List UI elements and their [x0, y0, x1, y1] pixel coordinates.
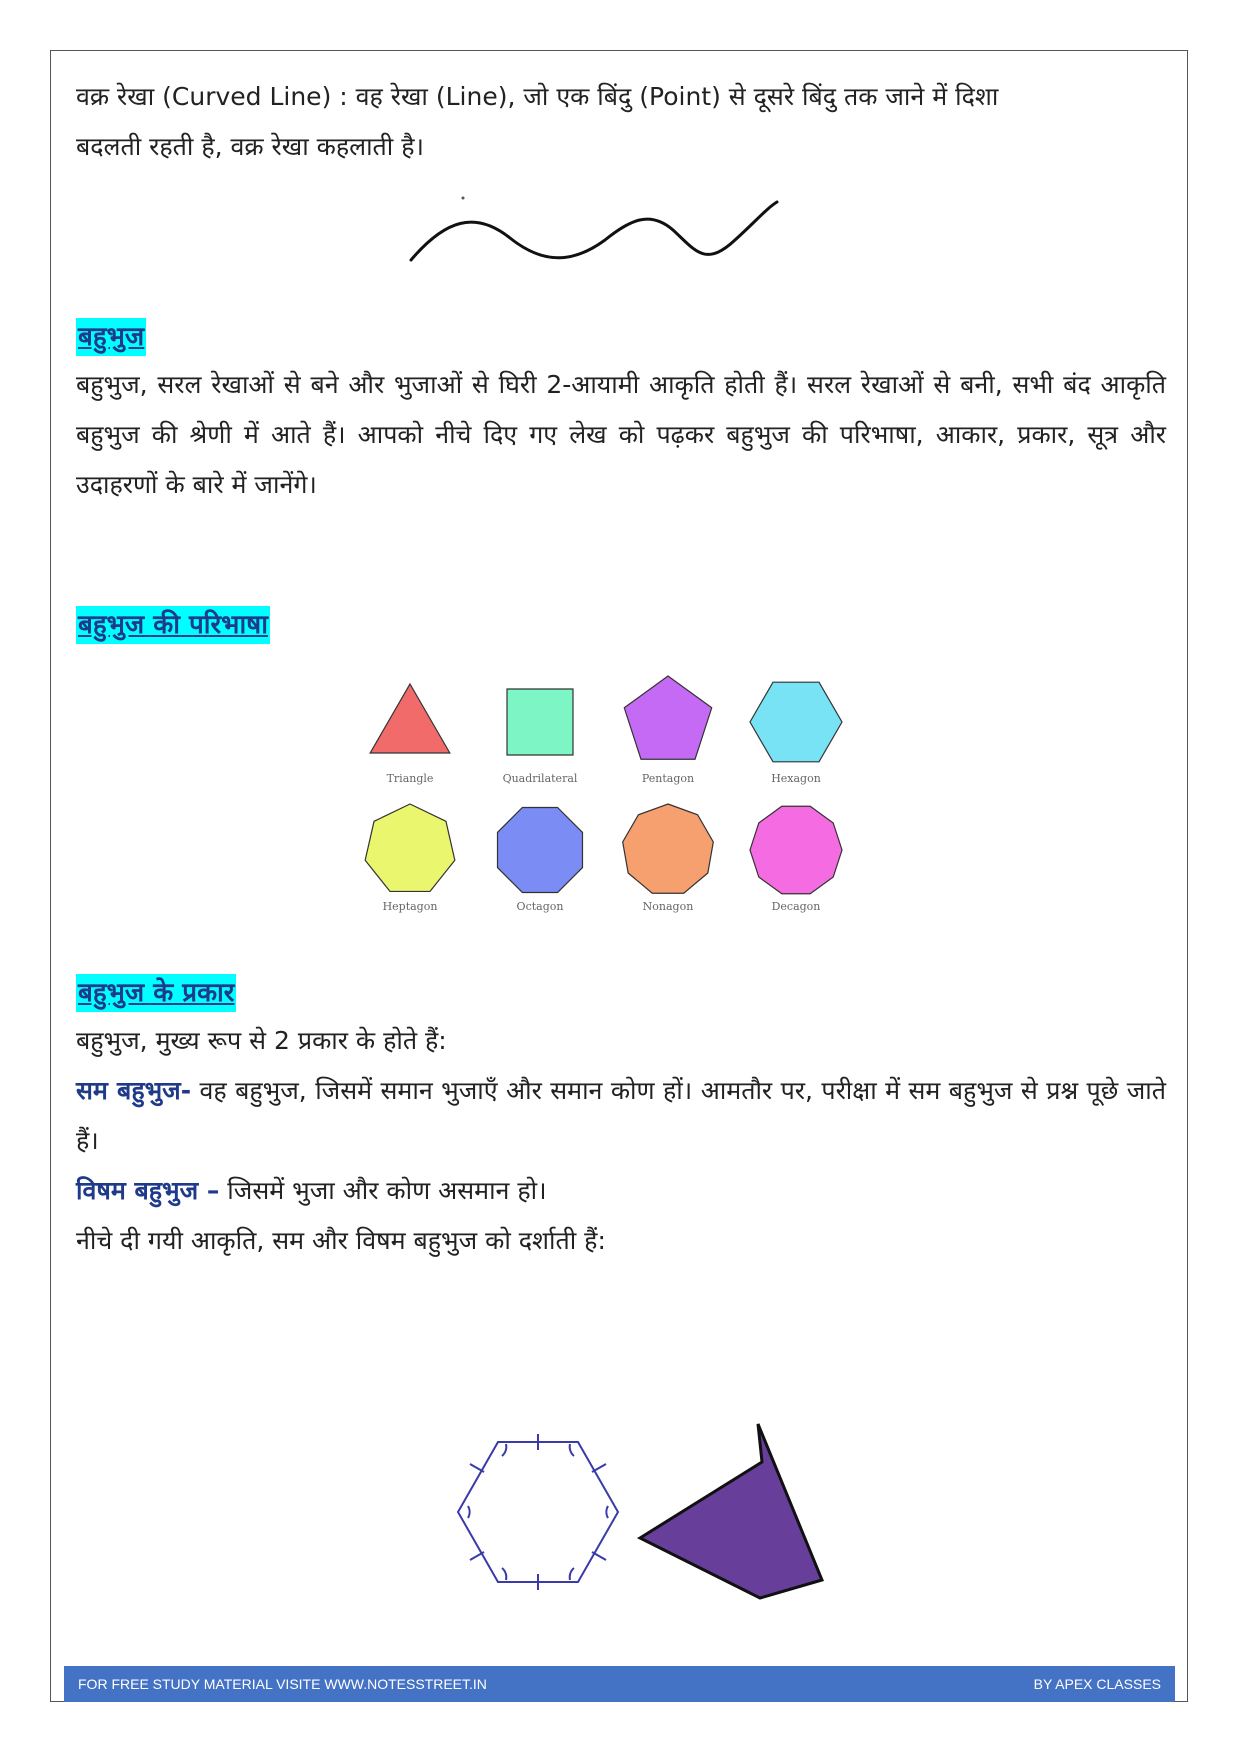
nonagon-label: Nonagon — [642, 900, 694, 913]
irregular-polygon-term: विषम बहुभुज – — [76, 1176, 220, 1205]
heading-polygon-types: बहुभुज के प्रकार — [76, 974, 236, 1012]
hexagon-shape — [750, 682, 842, 762]
curved-line-figure — [405, 190, 785, 280]
curved-line-definition-line2: बदलती रहती है, वक्र रेखा कहलाती है। — [76, 132, 424, 161]
hexagon-label: Hexagon — [771, 772, 821, 785]
page-content — [76, 72, 1166, 172]
polygon-types-figure — [350, 672, 910, 942]
regular-polygon-definition — [76, 1066, 1166, 1166]
irregular-polygon — [640, 1424, 822, 1598]
triangle-shape — [370, 684, 450, 753]
decagon-label: Decagon — [771, 900, 821, 913]
octagon-shape — [498, 808, 583, 893]
footer-right-text: BY APEX CLASSES — [1033, 1676, 1161, 1692]
octagon-label: Octagon — [516, 900, 564, 913]
heptagon-shape — [365, 804, 455, 891]
irregular-polygon-text: जिसमें भुजा और कोण असमान हो। — [219, 1176, 547, 1205]
nonagon-shape — [623, 804, 714, 893]
decagon-shape — [750, 806, 842, 893]
regular-polygon-text: वह बहुभुज, जिसमें समान भुजाएँ और समान कोण हों। आमतौर पर, परीक्षा में सम बहुभुज से प्रश्न पूछे जाते हैं। — [76, 1076, 1166, 1155]
triangle-label: Triangle — [386, 772, 434, 785]
irregular-polygon-definition — [76, 1166, 1166, 1216]
heptagon-label: Heptagon — [382, 900, 438, 913]
heading-polygon-definition: बहुभुज की परिभाषा — [76, 606, 270, 644]
pentagon-shape — [624, 676, 711, 759]
figure-caption: नीचे दी गयी आकृति, सम और विषम बहुभुज को दर्शाती हैं: — [76, 1226, 606, 1255]
heading-polygon: बहुभुज — [76, 318, 146, 356]
curved-line-definition-line1: वक्र रेखा (Curved Line) : वह रेखा (Line), जो एक बिंदु (Point) से दूसरे बिंदु तक जाने में दिशा — [76, 82, 999, 111]
footer-bar — [64, 1666, 1175, 1702]
quadrilateral-shape — [507, 689, 573, 755]
footer-left-text: FOR FREE STUDY MATERIAL VISITE WWW.NOTESSTREET.IN — [78, 1676, 487, 1692]
pentagon-label: Pentagon — [641, 772, 695, 785]
polygon-section — [76, 318, 1166, 510]
regular-irregular-figure — [440, 1410, 850, 1610]
polygon-paragraph: बहुभुज, सरल रेखाओं से बने और भुजाओं से घिरी 2-आयामी आकृति होती हैं। सरल रेखाओं से बनी, सभी बंद आकृति बहुभुज की श्रेणी में आते हैं। आपको नीचे दिए गए लेख को पढ़कर बहुभुज की परिभाषा, आकार, प्रकार, सूत्र और उदाहरणों के बारे में जानेंगे। — [76, 370, 1166, 499]
types-intro: बहुभुज, मुख्य रूप से 2 प्रकार के होते हैं: — [76, 1026, 447, 1055]
regular-hexagon — [458, 1434, 618, 1590]
types-section — [76, 974, 1166, 1266]
definition-section — [76, 606, 1166, 644]
regular-polygon-term: सम बहुभुज- — [76, 1076, 192, 1105]
quadrilateral-label: Quadrilateral — [502, 772, 578, 785]
